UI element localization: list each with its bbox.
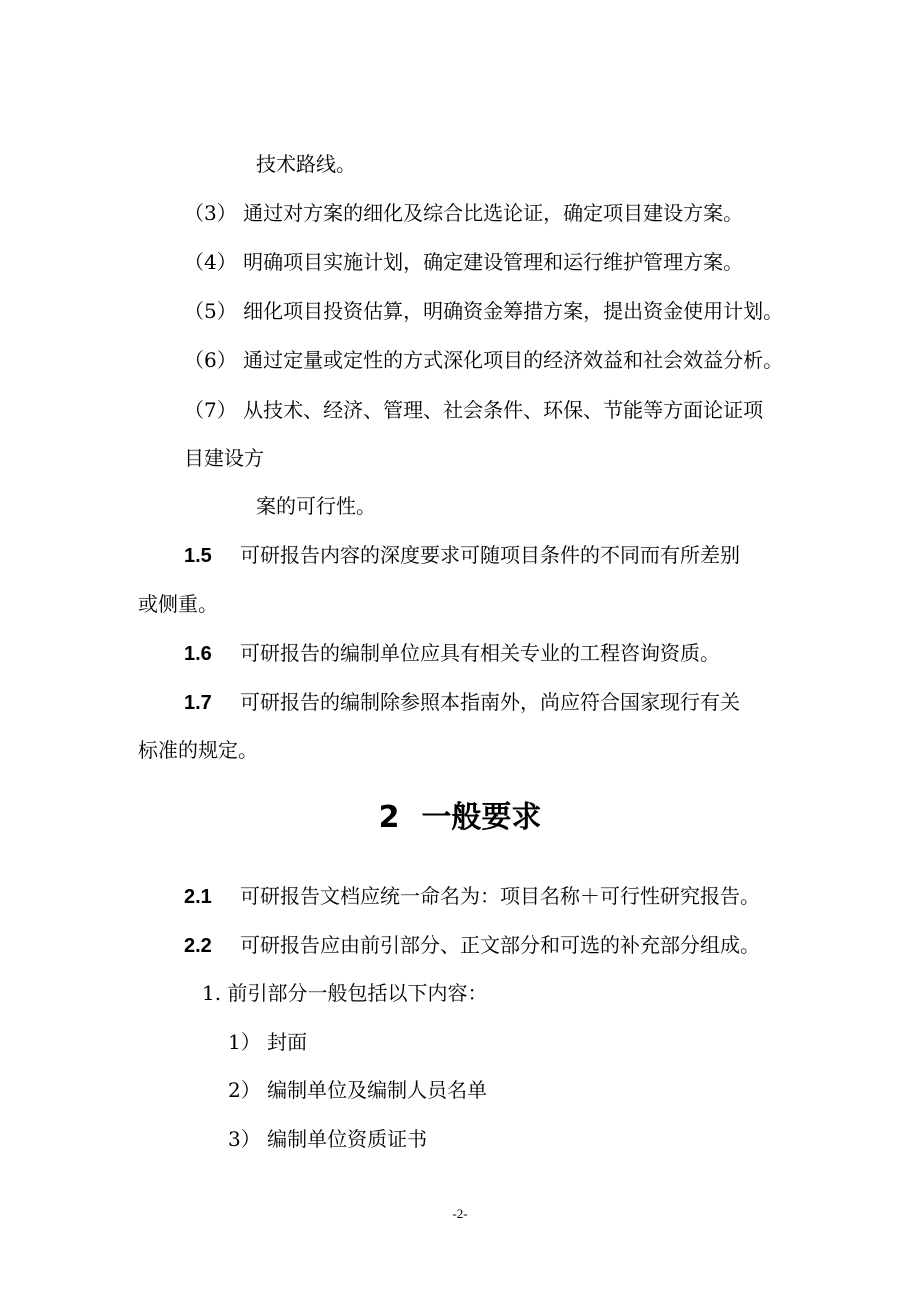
list-item: 2） 编制单位及编制人员名单 — [228, 1078, 488, 1102]
clause-text: 可研报告的编制除参照本指南外，尚应符合国家现行有关 — [240, 690, 740, 714]
list-item: （6） 通过定量或定性的方式深化项目的经济效益和社会效益分析。 — [184, 348, 784, 372]
list-item: （4） 明确项目实施计划，确定建设管理和运行维护管理方案。 — [184, 250, 744, 274]
clause-number: 1.7 — [184, 692, 212, 714]
clause-number: 1.6 — [184, 643, 212, 665]
page-number: -2- — [452, 1206, 468, 1221]
list-item: 3） 编制单位资质证书 — [228, 1127, 428, 1151]
clause-number: 2.1 — [184, 886, 212, 908]
clause-text: 可研报告文档应统一命名为：项目名称＋可行性研究报告。 — [240, 884, 760, 908]
list-item: （7） 从技术、经济、管理、社会条件、环保、节能等方面论证项 — [184, 398, 764, 422]
clause-text: 可研报告应由前引部分、正文部分和可选的补充部分组成。 — [240, 933, 760, 957]
clause-text: 可研报告内容的深度要求可随项目条件的不同而有所差别 — [240, 543, 740, 567]
list-item: 1） 封面 — [228, 1030, 308, 1054]
clause-continuation: 标准的规定。 — [138, 738, 258, 762]
clause-number: 1.5 — [184, 545, 212, 567]
text-line: 目建设方 — [184, 446, 264, 470]
list-intro: 1. 前引部分一般包括以下内容： — [202, 981, 488, 1005]
clause-continuation: 或侧重。 — [138, 592, 218, 616]
list-item: （5） 细化项目投资估算，明确资金筹措方案，提出资金使用计划。 — [184, 299, 784, 323]
clause-2-1 — [184, 882, 760, 911]
list-item: （3） 通过对方案的细化及综合比选论证，确定项目建设方案。 — [184, 201, 744, 225]
clause-1-6 — [184, 639, 720, 668]
chapter-number: 2 — [378, 800, 400, 835]
text-line: 案的可行性。 — [256, 494, 376, 518]
clause-1-7 — [184, 688, 740, 717]
chapter-title: 一般要求 — [421, 800, 542, 835]
clause-2-2 — [184, 931, 760, 960]
clause-1-5 — [184, 541, 740, 570]
clause-text: 可研报告的编制单位应具有相关专业的工程咨询资质。 — [240, 641, 720, 665]
clause-number: 2.2 — [184, 935, 212, 957]
text-line: 技术路线。 — [256, 152, 356, 176]
chapter-heading — [0, 798, 920, 838]
